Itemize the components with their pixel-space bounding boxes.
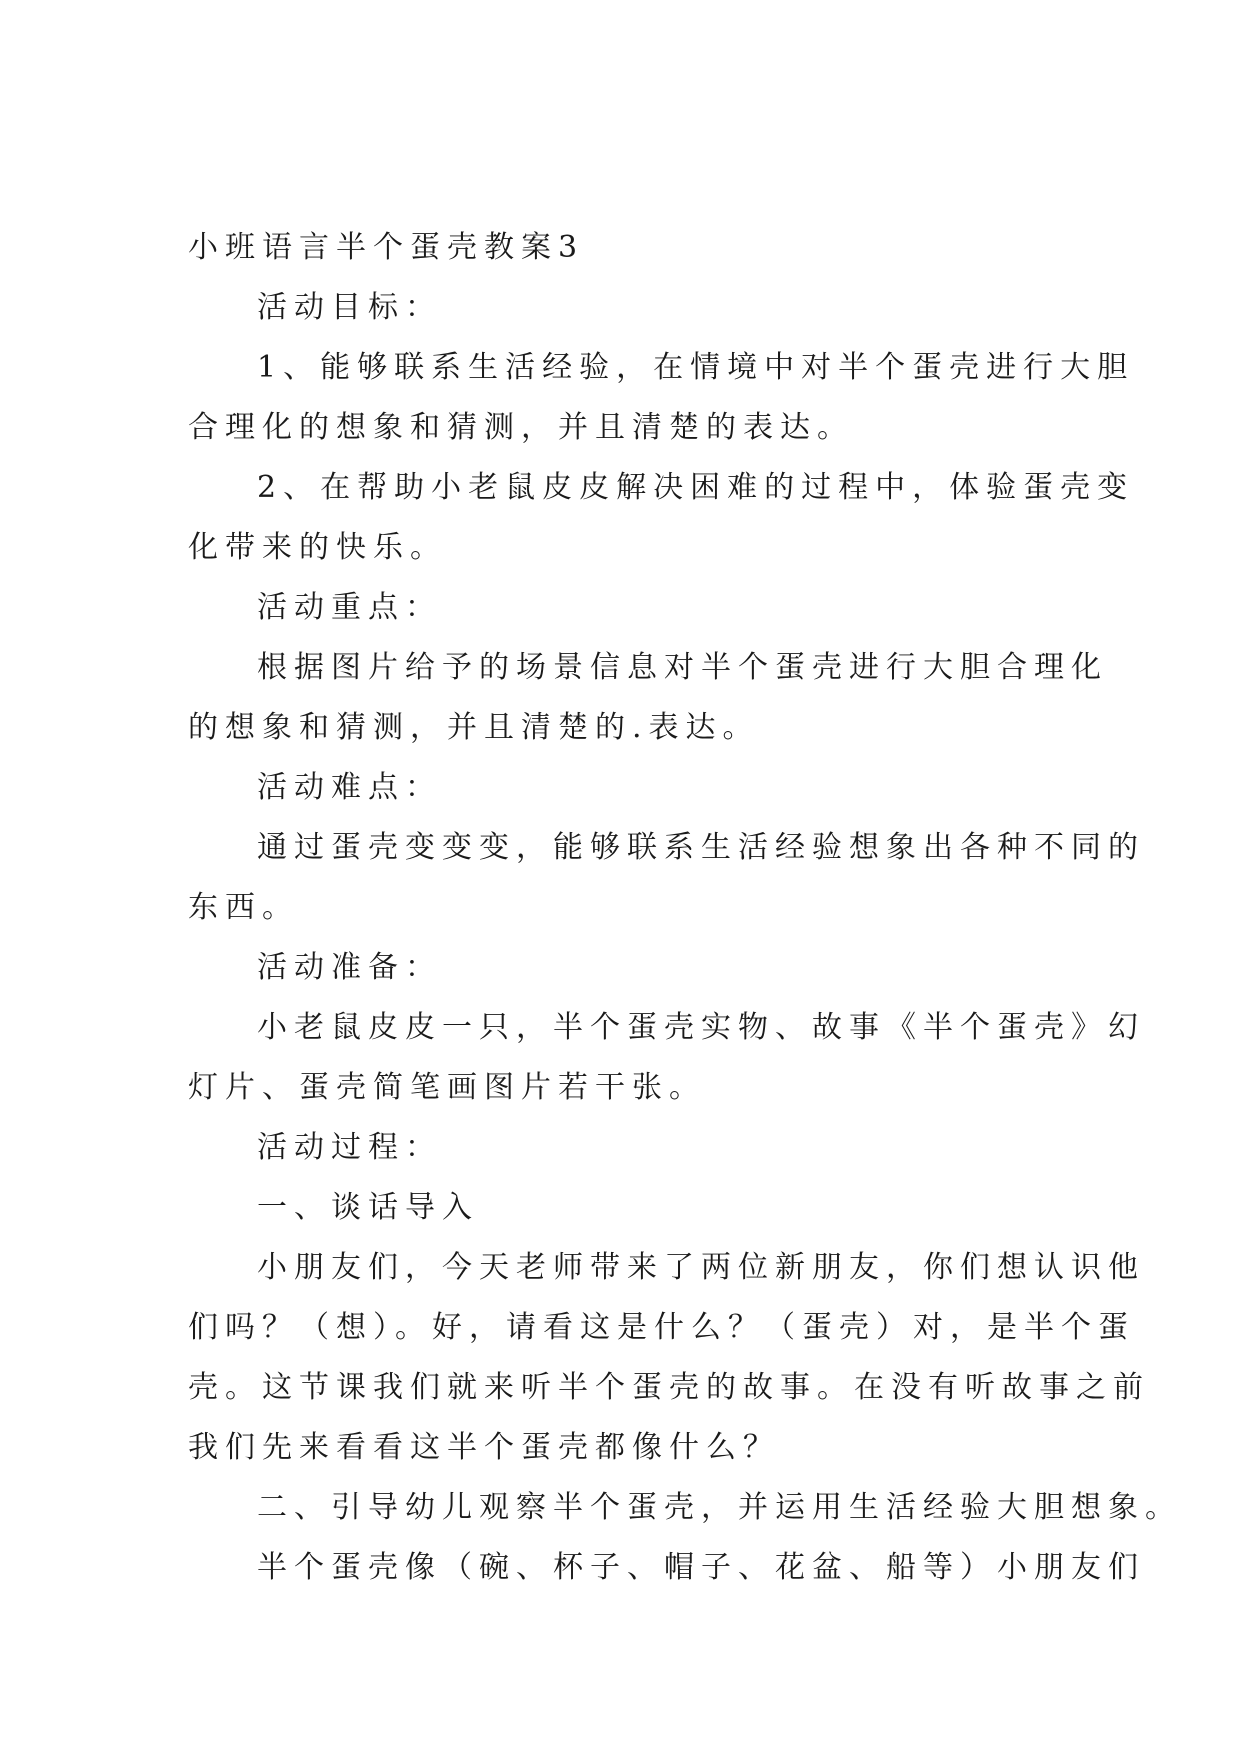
subsection-heading: 二、引导幼儿观察半个蛋壳，并运用生活经验大胆想象。: [257, 1490, 1182, 1525]
subsection-heading: 一、谈话导入: [257, 1190, 479, 1225]
section-heading-process: 活动过程：: [257, 1130, 442, 1165]
paragraph-line: 小老鼠皮皮一只，半个蛋壳实物、故事《半个蛋壳》幻: [257, 1010, 1145, 1045]
paragraph-line: 灯片、蛋壳简笔画图片若干张。: [188, 1070, 706, 1105]
paragraph-line: 的想象和猜测，并且清楚的.表达。: [188, 710, 760, 745]
document-body: [188, 218, 1182, 1598]
section-heading-key-points: 活动重点：: [257, 590, 442, 625]
paragraph-line: 壳。这节课我们就来听半个蛋壳的故事。在没有听故事之前: [188, 1370, 1150, 1405]
paragraph-line: 通过蛋壳变变变，能够联系生活经验想象出各种不同的: [257, 830, 1145, 865]
paragraph-line: 半个蛋壳像（碗、杯子、帽子、花盆、船等）小朋友们: [257, 1550, 1145, 1585]
paragraph-line: 们吗？（想）。好，请看这是什么？（蛋壳）对，是半个蛋: [188, 1310, 1135, 1345]
paragraph-line: 合理化的想象和猜测，并且清楚的表达。: [188, 410, 854, 445]
paragraph-line: 2、在帮助小老鼠皮皮解决困难的过程中，体验蛋壳变: [257, 470, 1135, 505]
section-heading-preparation: 活动准备：: [257, 950, 442, 985]
paragraph-line: 1、能够联系生活经验，在情境中对半个蛋壳进行大胆: [257, 350, 1135, 385]
section-heading-difficulties: 活动难点：: [257, 770, 442, 805]
paragraph-line: 东西。: [188, 890, 299, 925]
paragraph-line: 化带来的快乐。: [188, 530, 447, 565]
section-heading-goals: 活动目标：: [257, 290, 442, 325]
paragraph-line: 根据图片给予的场景信息对半个蛋壳进行大胆合理化: [257, 650, 1108, 685]
paragraph-line: 小朋友们，今天老师带来了两位新朋友，你们想认识他: [257, 1250, 1145, 1285]
paragraph-line: 我们先来看看这半个蛋壳都像什么？: [188, 1430, 780, 1465]
document-title: 小班语言半个蛋壳教案3: [188, 230, 585, 265]
